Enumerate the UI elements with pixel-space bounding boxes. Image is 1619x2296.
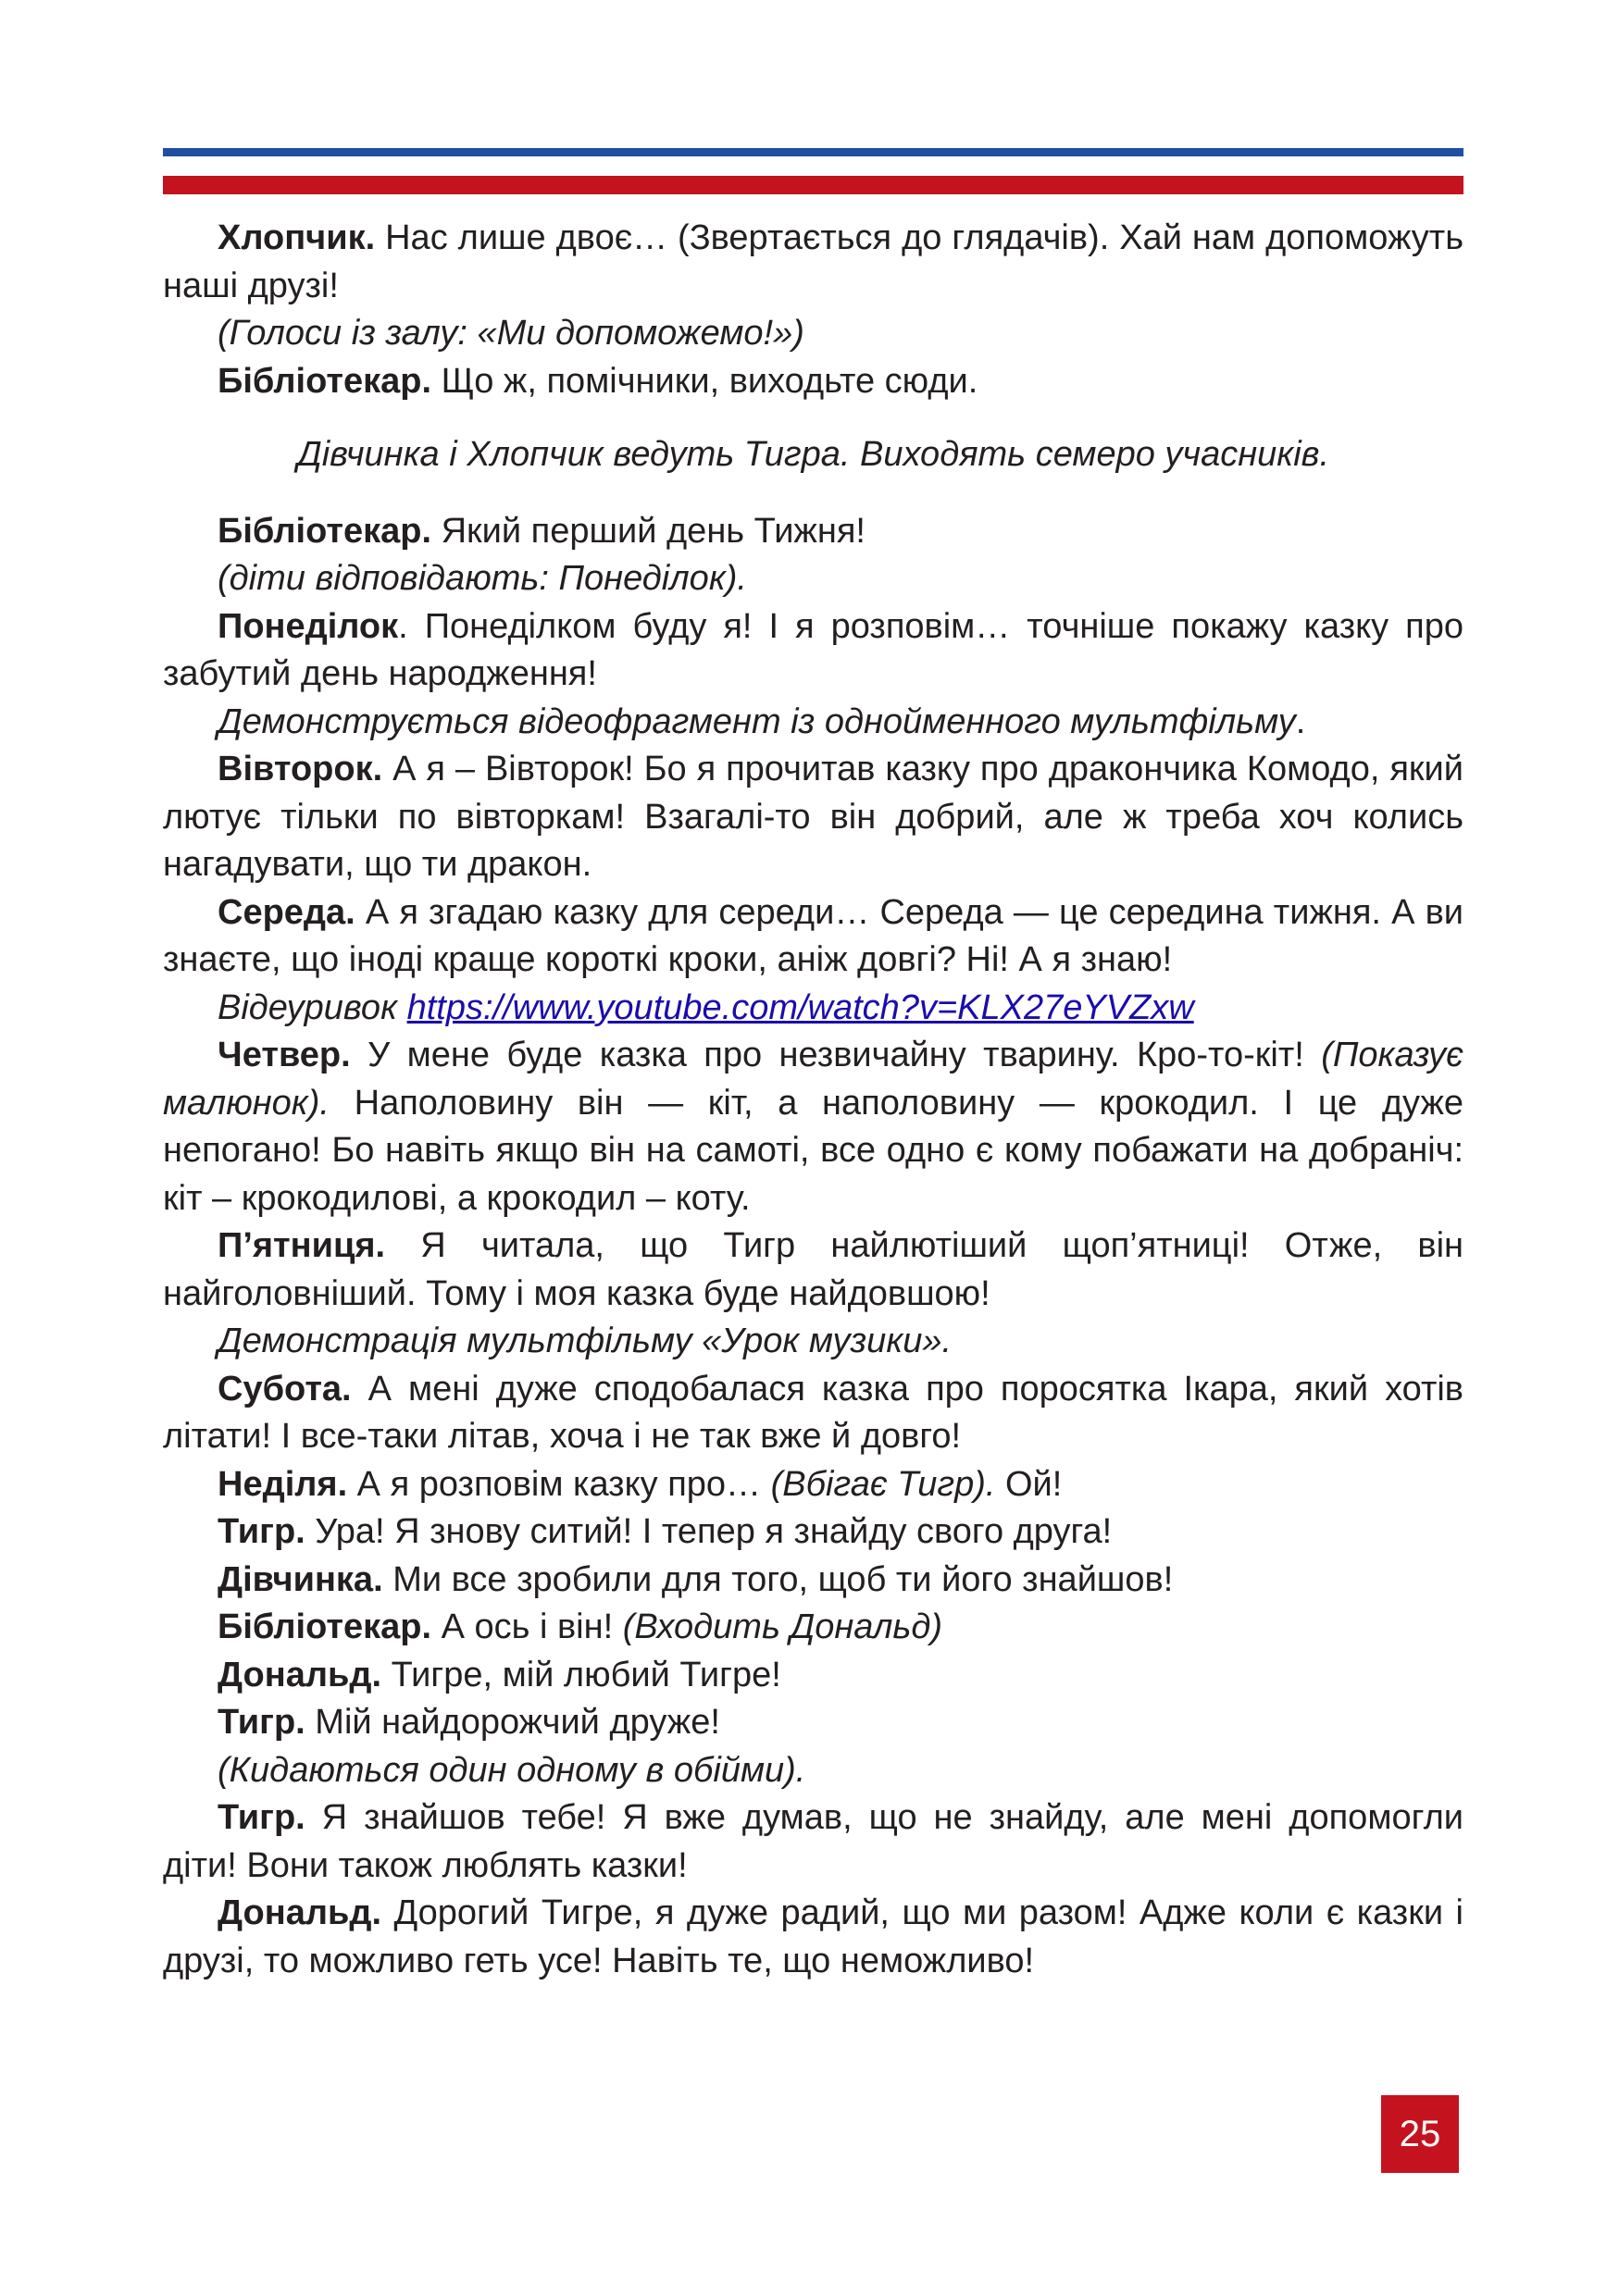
dialogue-line [163, 1557, 1463, 1605]
speaker-name: Понеділок [218, 606, 399, 646]
stage-direction: (Входить Дональд) [622, 1607, 943, 1646]
speaker-name: Неділя. [218, 1464, 348, 1504]
speaker-name: Бібліотекар. [218, 1607, 432, 1646]
video-link-line [163, 985, 1463, 1033]
line-text: Мій найдорожчий друже! [305, 1703, 720, 1742]
stage-direction-line [163, 310, 1463, 358]
speaker-name: Хлопчик. [218, 218, 376, 257]
dialogue-line [163, 1699, 1463, 1747]
line-text: Тигре, мій любий Тигре! [381, 1655, 781, 1694]
speaker-name: Дональд. [218, 1893, 382, 1932]
speaker-name: Середа. [218, 892, 355, 932]
dialogue-line [163, 889, 1463, 985]
line-text: Ура! Я знову ситий! І тепер я знайду свого друга! [305, 1512, 1113, 1551]
speaker-name: Бібліотекар. [218, 361, 432, 401]
dialogue-line [163, 1890, 1463, 1985]
line-text: Дорогий Тигре, я дуже радий, що ми разом! Адже коли є казки і друзі, то можливо геть усе! Навіть те, що неможливо! [163, 1893, 1463, 1980]
line-text: Ой! [995, 1464, 1063, 1504]
line-text: А я розповім казку про… [347, 1464, 771, 1504]
speaker-name: Вівторок. [218, 750, 383, 788]
line-text: У мене буде казка про незвичайну тварину. Кро-то-кіт! [350, 1036, 1322, 1074]
speaker-name: Дональд. [218, 1655, 382, 1694]
stage-direction-line [163, 1318, 1463, 1366]
dialogue-line [163, 1222, 1463, 1318]
dialogue-line [163, 746, 1463, 889]
line-text: Я читала, що Тигр найлютіший щоп’ятниці! Отже, він найголовніший. Тому і моя казка буде найдовшою! [163, 1226, 1463, 1313]
speaker-name: Тигр. [218, 1798, 305, 1837]
speaker-name: Тигр. [218, 1512, 305, 1551]
line-text: А мені дуже сподобалася казка про поросятка Ікара, який хотів літати! І все-таки літав, хоча і не так вже й довго! [163, 1369, 1463, 1456]
stage-direction-line [163, 1747, 1463, 1795]
speaker-name: Тигр. [218, 1703, 305, 1742]
line-text: Що ж, помічники, виходьте сюди. [431, 361, 978, 401]
line-text: Наполовину він — кіт, а наполовину — крокодил. І це дуже непогано! Бо навіть якщо він на самоті, все одно є кому побажати на добраніч: кіт – крокодилові, а крокодил – коту. [163, 1083, 1463, 1218]
stage-direction: (діти відповідають: Понеділок). [218, 559, 747, 598]
dialogue-line [163, 1652, 1463, 1700]
stage-direction: Відеуривок [218, 987, 407, 1027]
speaker-name: Дівчинка. [218, 1559, 383, 1599]
dialogue-line [163, 1366, 1463, 1461]
stage-direction-line [163, 699, 1463, 747]
dialogue-line [163, 215, 1463, 310]
stage-direction: Демонструється відеофрагмент із однойменного мультфільму [218, 701, 1296, 741]
dialogue-line [163, 1032, 1463, 1222]
stage-direction: Демонстрація мультфільму «Урок музики». [218, 1322, 953, 1360]
line-text: А я – Вівторок! Бо я прочитав казку про дракончика Комодо, який лютує тільки по вівторкам! Взагалі-то він добрий, але ж треба хоч колись нагадувати, що ти дракон. [163, 750, 1463, 884]
line-text: Я знайшов тебе! Я вже думав, що не знайду, але мені допомогли діти! Вони також люблять казки! [163, 1798, 1463, 1885]
line-text: Ми все зробили для того, щоб ти його знайшов! [382, 1559, 1174, 1599]
stage-direction: (Показує малюнок). [163, 1036, 1463, 1123]
speaker-name: Четвер. [218, 1036, 351, 1074]
dialogue-line [163, 1508, 1463, 1557]
header-blue-stripe [163, 148, 1463, 156]
line-text: Який перший день Тижня! [431, 511, 866, 551]
speaker-name: П’ятниця. [218, 1226, 386, 1265]
stage-direction: (Вбігає Тигр). [770, 1464, 996, 1504]
dialogue-line [163, 1794, 1463, 1890]
dialogue-line [163, 508, 1463, 556]
line-text: . [1295, 701, 1306, 741]
dialogue-line [163, 1604, 1463, 1652]
dialogue-line [163, 1461, 1463, 1509]
line-text: А я згадаю казку для середи… Середа — це середина тижня. А ви знаєте, що іноді краще короткі кроки, аніж довгі? Ні! А я знаю! [163, 892, 1463, 979]
line-text: . Понеділком буду я! І я розповім… точніше покажу казку про забутий день народження! [163, 606, 1463, 693]
stage-direction: (Голоси із залу: «Ми допоможемо!») [218, 314, 804, 353]
page-number: 25 [1381, 2095, 1459, 2173]
speaker-name: Бібліотекар. [218, 511, 432, 551]
line-text: Нас лише двоє… (Звертається до глядачів). Хай нам допоможуть наші друзі! [163, 218, 1463, 305]
page-body [163, 215, 1463, 1985]
video-link[interactable]: https://www.youtube.com/watch?v=KLX27eYVZxw [406, 987, 1194, 1027]
dialogue-line [163, 358, 1463, 406]
centered-stage-direction: Дівчинка і Хлопчик ведуть Тигра. Виходять семеро учасників. [296, 435, 1330, 474]
speaker-name: Субота. [218, 1369, 352, 1409]
stage-direction-line [163, 555, 1463, 603]
dialogue-line [163, 603, 1463, 699]
header-red-stripe [163, 176, 1463, 194]
stage-direction: (Кидаються один одному в обійми). [218, 1750, 806, 1790]
line-text: А ось і він! [431, 1607, 623, 1646]
